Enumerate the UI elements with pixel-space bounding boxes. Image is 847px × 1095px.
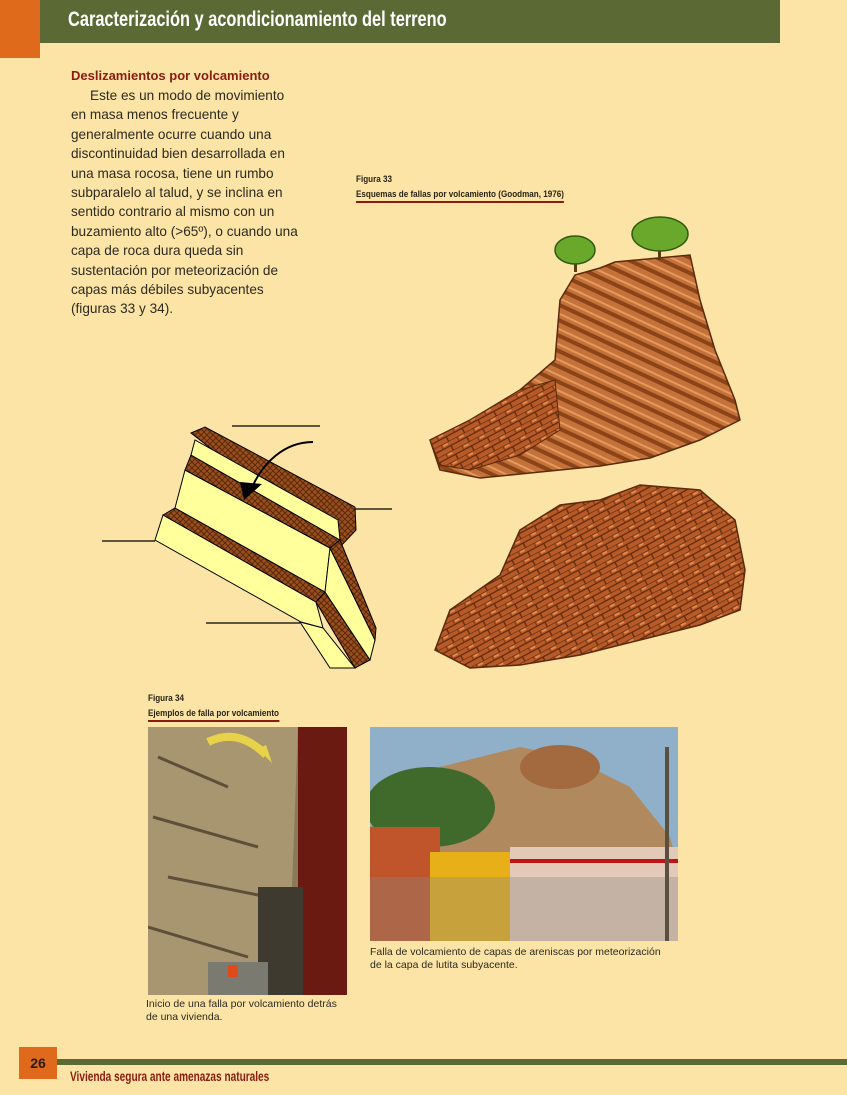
page-header-title: Caracterización y acondicionamiento del terreno	[68, 8, 447, 31]
figure-33-title: Esquemas de fallas por volcamiento (Goodman, 1976)	[356, 189, 564, 203]
figure-34-left-caption: Inicio de una falla por volcamiento detrás de una vivienda.	[146, 998, 337, 1023]
body-paragraph: Este es un modo de movimiento en masa menos frecuente y generalmente ocurre cuando una discontinuidad bien desarrollada en una masa rocosa, tiene un rumbo subparalelo al talud, y se inclina en sentido contrario al mismo con un buzamiento alto (>65º), o cuando una capa de roca dura queda sin sustentación por meteorización de capas más débiles subyacentes (figuras 33 y 34).	[71, 88, 298, 317]
figure-34-right-caption: Falla de volcamiento de capas de areniscas por meteorización de la capa de lutita subyacente.	[370, 946, 661, 971]
figure-34-title: Ejemplos de falla por volcamiento	[148, 708, 279, 722]
block-toppling-drawing	[435, 485, 745, 668]
section-heading: Deslizamientos por volcamiento	[71, 68, 270, 83]
figure-34-number: Figura 34	[148, 693, 185, 703]
figure-34-caption	[148, 693, 294, 722]
footer-line	[57, 1059, 847, 1065]
page-number: 26	[19, 1047, 57, 1079]
toppling-slope-drawing	[430, 217, 740, 478]
toppling-schematic	[102, 426, 392, 668]
tree-icon	[555, 236, 595, 272]
footer-title: Vivienda segura ante amenazas naturales	[70, 1068, 270, 1084]
tree-icon	[632, 217, 688, 260]
photo-sandstone-toppling	[370, 727, 678, 941]
figure-33-number: Figura 33	[356, 174, 393, 184]
photo-toppling-behind-house	[148, 727, 347, 995]
